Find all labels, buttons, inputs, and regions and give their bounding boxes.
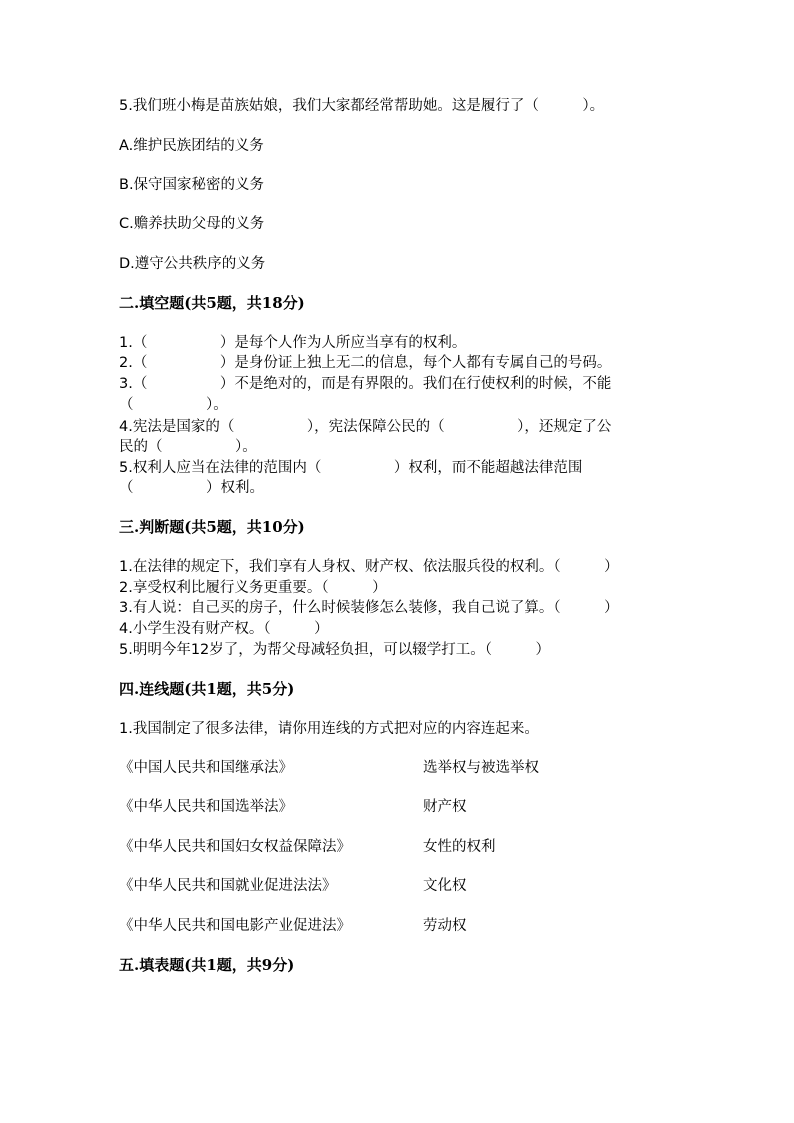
section-3-title: 三.判断题(共5题，共10分) [119,518,305,536]
law-item-4: 《中华人民共和国就业促进法法》 [119,878,337,894]
fill-line-4b: 民的（ ）。 [119,439,257,455]
fill-line-5b: （ ）权利。 [119,480,264,496]
judge-line-3: 3.有人说：自己买的房子，什么时候装修怎么装修，我自己说了算。（ ） [119,600,619,616]
section-2-title: 二.填空题(共5题，共18分) [119,294,305,312]
fill-line-3: 3.（ ）不是绝对的，而是有界限的。我们在行使权利的时候，不能 [119,376,612,392]
option-d: D.遵守公共秩序的义务 [119,256,266,272]
law-item-2: 《中华人民共和国选举法》 [119,799,293,815]
judge-line-5: 5.明明今年12岁了，为帮父母减轻负担，可以辍学打工。（ ） [119,642,551,658]
judge-line-1: 1.在法律的规定下，我们享有人身权、财产权、依法服兵役的权利。（ ） [119,559,619,575]
law-item-1: 《中国人民共和国继承法》 [119,760,293,776]
law-item-5: 《中华人民共和国电影产业促进法》 [119,918,351,934]
section-4-title: 四.连线题(共1题，共5分) [119,680,295,698]
option-a: A.维护民族团结的义务 [119,138,264,154]
fill-line-4: 4.宪法是国家的（ ），宪法保障公民的（ ），还规定了公 [119,419,612,435]
right-item-2: 财产权 [423,799,467,815]
right-item-4: 文化权 [423,878,467,894]
option-b: B.保守国家秘密的义务 [119,177,265,193]
right-item-5: 劳动权 [423,918,467,934]
matching-stem: 1.我国制定了很多法律，请你用连线的方式把对应的内容连起来。 [119,721,539,737]
judge-line-4: 4.小学生没有财产权。（ ） [119,621,329,637]
question-5-stem: 5.我们班小梅是苗族姑娘，我们大家都经常帮助她。这是履行了（ ）。 [119,98,605,114]
option-c: C.赡养扶助父母的义务 [119,216,265,232]
fill-line-2: 2.（ ）是身份证上独上无二的信息，每个人都有专属自己的号码。 [119,355,612,371]
fill-line-1: 1.（ ）是每个人作为人所应当享有的权利。 [119,335,467,351]
law-item-3: 《中华人民共和国妇女权益保障法》 [119,839,351,855]
right-item-1: 选举权与被选举权 [423,760,539,776]
section-5-title: 五.填表题(共1题，共9分) [119,956,295,974]
fill-line-5: 5.权利人应当在法律的范围内（ ）权利，而不能超越法律范围 [119,460,583,476]
fill-line-3b: （ ）。 [119,397,228,413]
right-item-3: 女性的权利 [423,839,496,855]
judge-line-2: 2.享受权利比履行义务更重要。（ ） [119,580,387,596]
